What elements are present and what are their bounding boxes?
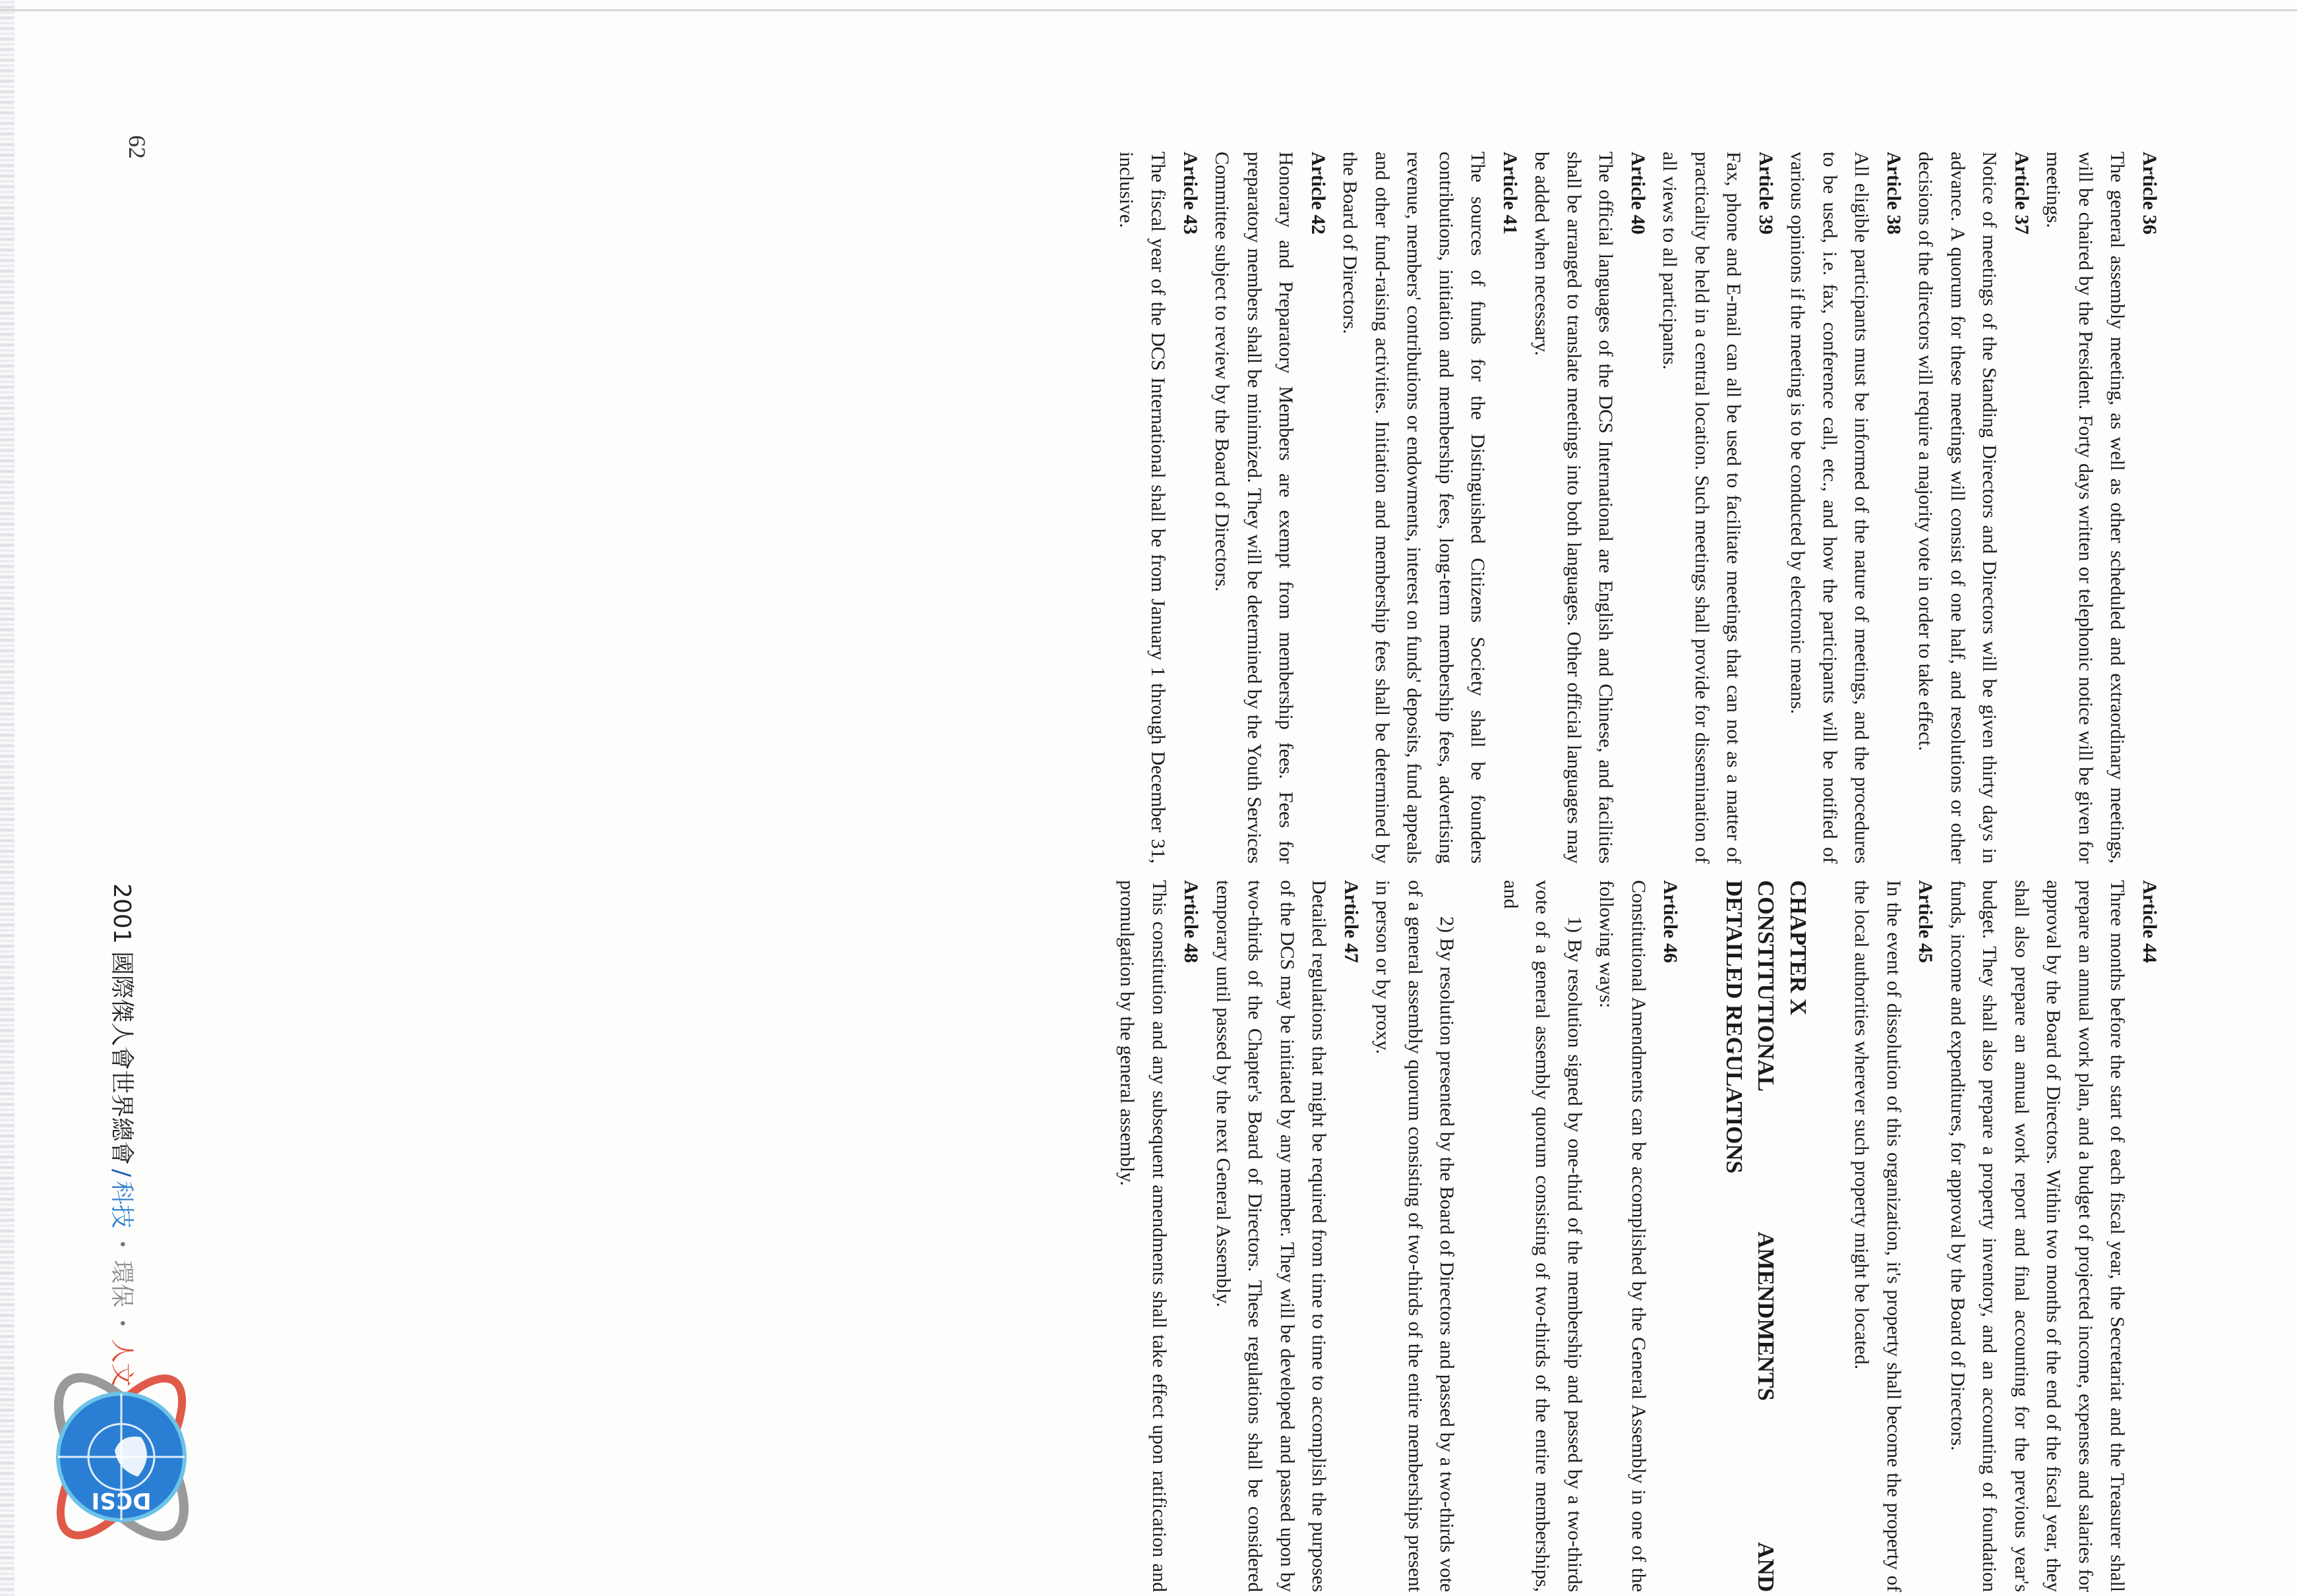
article-36-text: The general assembly meeting, as well as other scheduled and extraordinary meetings, will be chaired by the President. Forty days written or telephonic notice will be given for meetings. (2043, 152, 2129, 864)
article-47-text: Detailed regulations that might be required from time to time to accomplish the purposes of the DCS may be initiated by any member. They will be developed and passed upon by two-thirds of the Chapter's Board of Directors. These regulations shall be considered temporary until passed by the next General Assembly. (1212, 880, 1330, 1592)
article-40-title: Article 40 (1627, 152, 1649, 235)
chapter-heading (1718, 880, 1814, 1592)
article-48-text: This constitution and any subsequent amendments shall take effect upon ratification and promulgation by the general assembly. (1116, 880, 1170, 1592)
article-42-text: Honorary and Preparatory Members are exempt from membership fees. Fees for preparatory members shall be minimized. They will be determined by the Youth Services Committee subject to review by the Board of Directors. (1211, 152, 1298, 864)
article-38-title: Article 38 (1883, 152, 1905, 235)
header-tech: 科技 (108, 1181, 135, 1229)
page-number: 62 (124, 135, 150, 159)
article-48-title: Article 48 (1180, 880, 1203, 963)
dcsi-globe-logo (22, 1358, 220, 1556)
header-dot-2: ・ (108, 1311, 135, 1336)
chapter-title-line-1: CONSTITUTIONAL AMENDMENTS AND (1753, 880, 1779, 1592)
article-38-text: All eligible participants must be informed of the nature of meetings, and the procedures to be used, i.e. fax, conference call, etc., and how the participants will be notified of various opinions if the meeting is to be conducted by electronic means. (1787, 152, 1873, 864)
article-46-text: Constitutional Amendments can be accomplished by the General Assembly in one of the following ways: (1596, 880, 1650, 1592)
chapter-title-line-2: DETAILED REGULATIONS (1721, 880, 1747, 1174)
header-env: 環保 (108, 1260, 135, 1308)
article-46-item-2: 2) By resolution presented by the Board of Directors and passed by a two-thirds vote of a general assembly quorum consisting of two-thirds of the entire memberships present in person or by proxy. (1372, 880, 1458, 1592)
logo-text: DCSI (91, 1487, 152, 1514)
article-43-text: The fiscal year of the DCS International shall be from January 1 through December 31, inclusive. (1116, 152, 1170, 864)
article-37-text: Notice of meetings of the Standing Directors and Directors will be given thirty days in advance. A quorum for these meetings will consist of one half, and resolutions or other decisions of the directors will require a majority vote in order to take effect. (1915, 152, 2001, 864)
article-37-title: Article 37 (2011, 152, 2033, 235)
article-42-title: Article 42 (1307, 152, 1329, 235)
article-40-text: The official languages of the DCS International are English and Chinese, and facilities shall be arranged to translate meetings into both languages. Other official languages may be added when necessary. (1531, 152, 1617, 864)
article-45-text: In the event of dissolution of this organization, it's property shall become the property of the local authorities wherever such property might be located. (1851, 880, 1905, 1592)
header-title: 2001 國際傑人會世界總會 (108, 883, 135, 1166)
chapter-number: CHAPTER X (1785, 880, 1811, 1016)
article-43-title: Article 43 (1179, 152, 1201, 235)
article-44-text: Three months before the start of each fiscal year, the Secretariat and the Treasurer shall prepare an annual work plan, and a budget of projected income, expenses and salaries for approval by the Board of Directors. Within two months of the end of the fiscal year, they shall also prepare an annual work report and final accounting for the previous year's budget. They shall also prepare a property inventory, and an accounting of foundation funds, income and expenditures, for approval by the Board of Directors. (1947, 880, 2129, 1592)
article-45-title: Article 45 (1915, 880, 1937, 963)
article-46-item-1: 1) By resolution signed by one-third of the membership and passed by a two-thirds vote of a general assembly quorum consisting of two-thirds of the entire memberships, and (1500, 880, 1586, 1592)
article-46-title: Article 46 (1659, 880, 1682, 963)
running-header (108, 883, 134, 1386)
article-41-text: The sources of funds for the Distinguished Citizens Society shall be founders contributions, initiation and membership fees, long-term membership fees, advertising revenue, members' contributions or endowments, interest on funds' deposits, fund appeals and other fund-raising activities. Initiation and membership fees shall be determined by the Board of Directors. (1339, 152, 1489, 864)
article-36-title: Article 36 (2139, 152, 2161, 235)
article-39-text: Fax, phone and E-mail can all be used to facilitate meetings that can not as a matter of practicality be held in a central location. Such meetings shall provide for dissemination of all views to all participants. (1659, 152, 1745, 864)
header-dot-1: ・ (108, 1232, 135, 1256)
article-47-title: Article 47 (1340, 880, 1362, 963)
header-humanities: 人文 (108, 1339, 135, 1387)
article-39-title: Article 39 (1755, 152, 1777, 235)
header-separator: / (108, 1169, 135, 1177)
left-column (1110, 152, 2166, 864)
article-41-title: Article 41 (1499, 152, 1521, 235)
article-44-title: Article 44 (2139, 880, 2161, 963)
right-column (1111, 880, 2165, 1592)
